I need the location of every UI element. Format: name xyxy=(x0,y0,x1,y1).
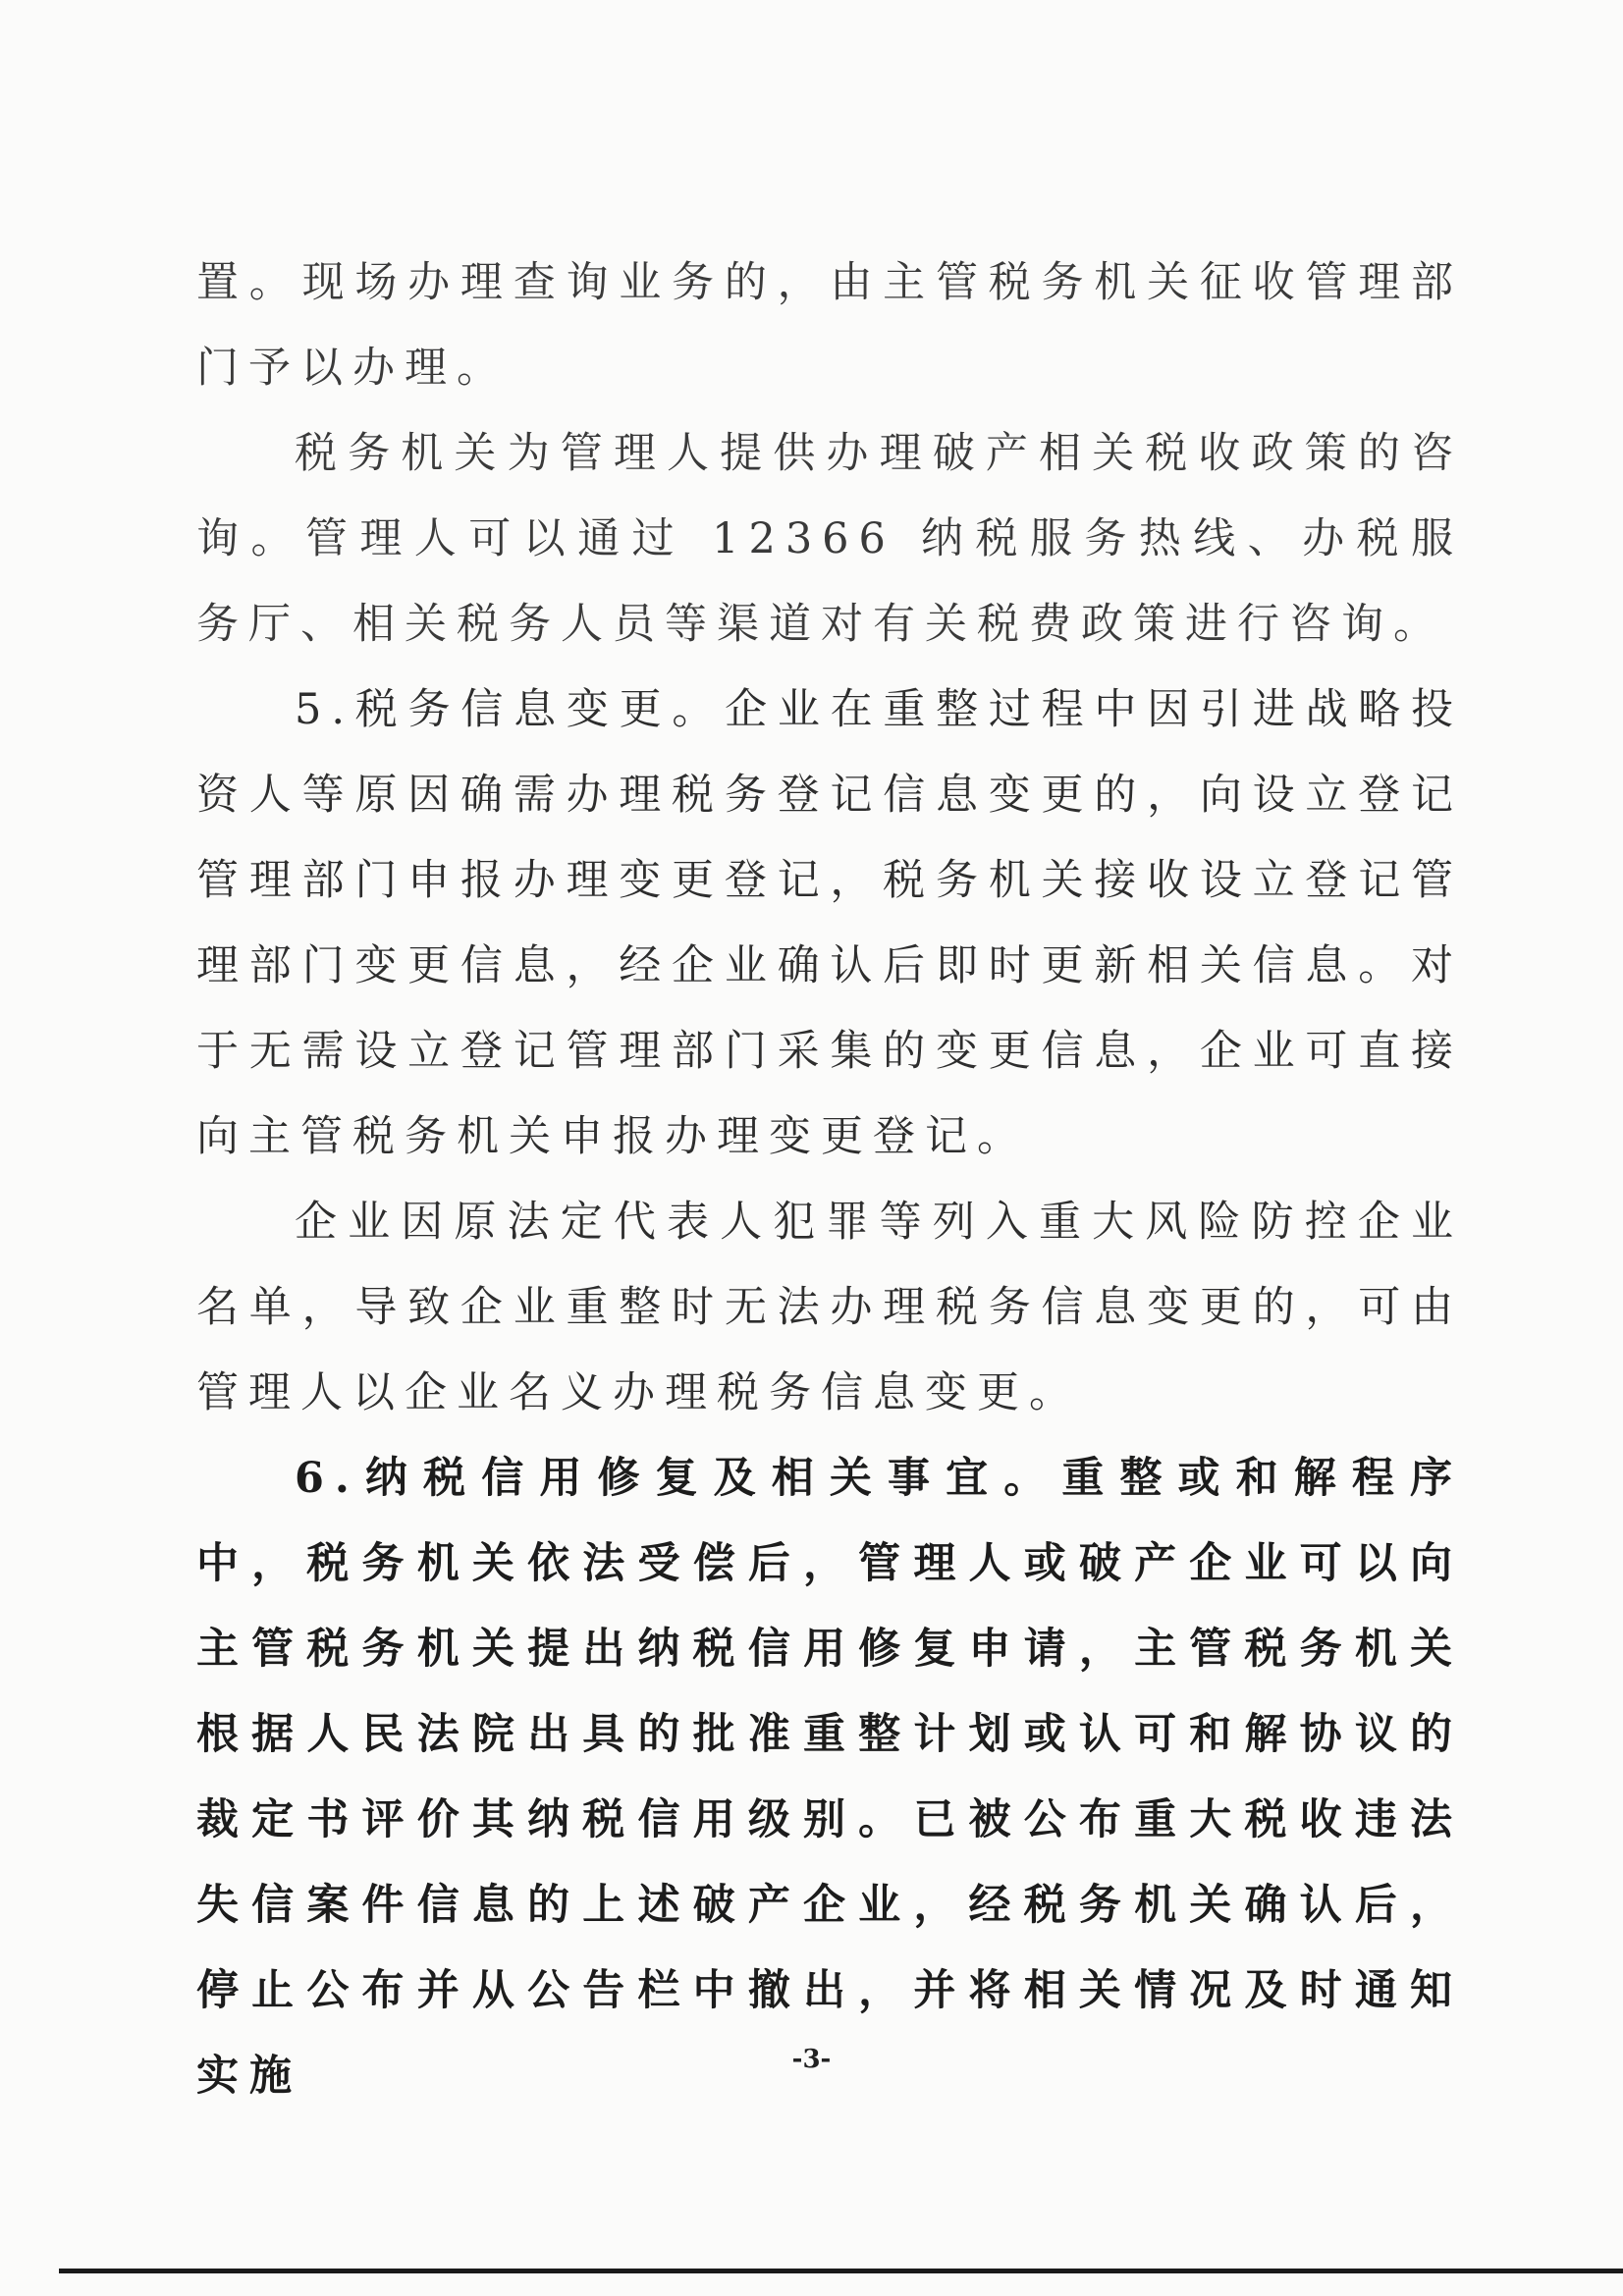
paragraph-4: 企业因原法定代表人犯罪等列入重大风险防控企业名单，导致企业重整时无法办理税务信息变更的，可由管理人以企业名义办理税务信息变更。 xyxy=(196,1198,1463,1417)
page-number: -3- xyxy=(791,2045,832,2074)
paragraph-3: 5.税务信息变更。企业在重整过程中因引进战略投资人等原因确需办理税务登记信息变更的，向设立登记管理部门申报办理变更登记，税务机关接收设立登记管理部门变更信息，经企业确认后即时更新相关信息。对于无需设立登记管理部门采集的变更信息，企业可直接向主管税务机关申报办理变更登记。 xyxy=(196,685,1463,1161)
bottom-divider xyxy=(59,2269,1623,2273)
paragraph-5: 6.纳税信用修复及相关事宜。重整或和解程序中，税务机关依法受偿后，管理人或破产企业可以向主管税务机关提出纳税信用修复申请，主管税务机关根据人民法院出具的批准重整计划或认可和解协议的裁定书评价其纳税信用级别。已被公布重大税收违法失信案件信息的上述破产企业，经税务机关确认后，停止公布并从公告栏中撤出，并将相关情况及时通知实施 xyxy=(196,1454,1463,2101)
paragraph-1: 置。现场办理查询业务的，由主管税务机关征收管理部门予以办理。 xyxy=(196,258,1463,393)
document-body xyxy=(196,240,1463,2119)
paragraph-2: 税务机关为管理人提供办理破产相关税收政策的咨询。管理人可以通过 12366 纳税服务热线、办税服务厅、相关税务人员等渠道对有关税费政策进行咨询。 xyxy=(196,429,1463,649)
